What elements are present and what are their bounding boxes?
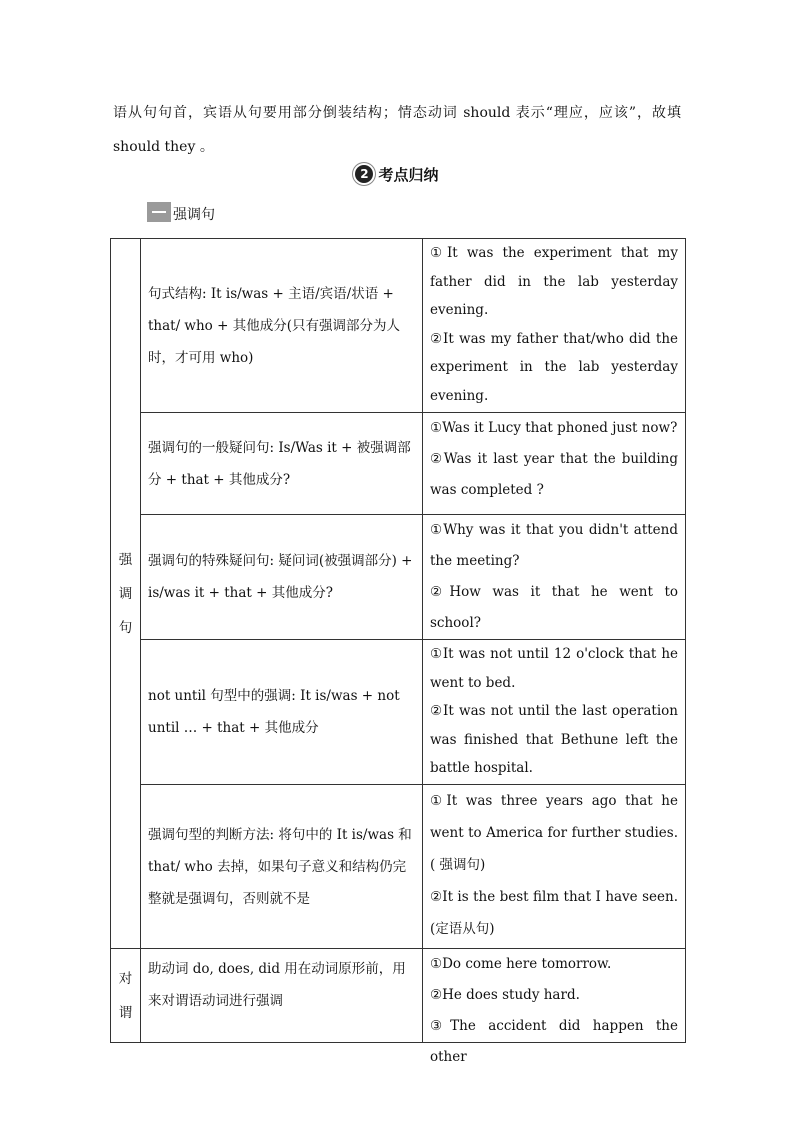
subsection-heading xyxy=(147,202,215,228)
subsection-label: 强调句 xyxy=(173,207,215,223)
section-title-text: 考点归纳 xyxy=(378,166,439,184)
example-cell: ①Do come here tomorrow. ②He does study hard. ③The accident did happen the other xyxy=(423,949,686,1043)
rule-cell: 强调句的一般疑问句: Is/Was it + 被强调部分 + that + 其他成分? xyxy=(141,413,423,515)
category-cell-predicate: 对 谓 xyxy=(111,949,141,1043)
example-cell: ①It was not until 12 o'clock that he went to bed. ②It was not until the last operation was finished that Bethune left the battle hospital. xyxy=(423,640,686,785)
grammar-table xyxy=(110,238,686,1065)
table-row xyxy=(111,239,686,413)
section-number-icon: 2 xyxy=(355,165,373,183)
table-row xyxy=(111,413,686,515)
subsection-badge-icon xyxy=(147,202,171,222)
category-cell-emphatic: 强 调 句 xyxy=(111,239,141,949)
rule-cell: 助动词 do, does, did 用在动词原形前，用来对谓语动词进行强调 xyxy=(141,949,423,1043)
rule-cell: 句式结构: It is/was + 主语/宾语/状语 + that/ who + 其他成分(只有强调部分为人时，才可用 who) xyxy=(141,239,423,413)
table-row xyxy=(111,640,686,785)
example-cell: ①It was the experiment that my father did in the lab yesterday evening. ②It was my father that/who did the experiment in the lab yesterday evening. xyxy=(423,239,686,413)
table-row xyxy=(111,949,686,1043)
intro-paragraph: 语从句句首，宾语从句要用部分倒装结构；情态动词 should 表示“理应，应该”，故填 should they 。 xyxy=(113,105,681,155)
example-cell: ①Was it Lucy that phoned just now? ②Was it last year that the building was completed ? xyxy=(423,413,686,515)
table-row xyxy=(111,515,686,640)
rule-cell: 强调句的特殊疑问句: 疑问词(被强调部分) + is/was it + that + 其他成分? xyxy=(141,515,423,640)
table-row xyxy=(111,785,686,949)
section-title xyxy=(0,164,794,185)
example-cell: ①It was three years ago that he went to America for further studies.( 强调句) ②It is the best film that I have seen.(定语从句) xyxy=(423,785,686,949)
rule-cell: not until 句型中的强调: It is/was + not until … + that + 其他成分 xyxy=(141,640,423,785)
rule-cell: 强调句型的判断方法: 将句中的 It is/was 和 that/ who 去掉，如果句子意义和结构仍完整就是强调句，否则就不是 xyxy=(141,785,423,949)
example-cell: ①Why was it that you didn't attend the meeting? ②How was it that he went to school? xyxy=(423,515,686,640)
